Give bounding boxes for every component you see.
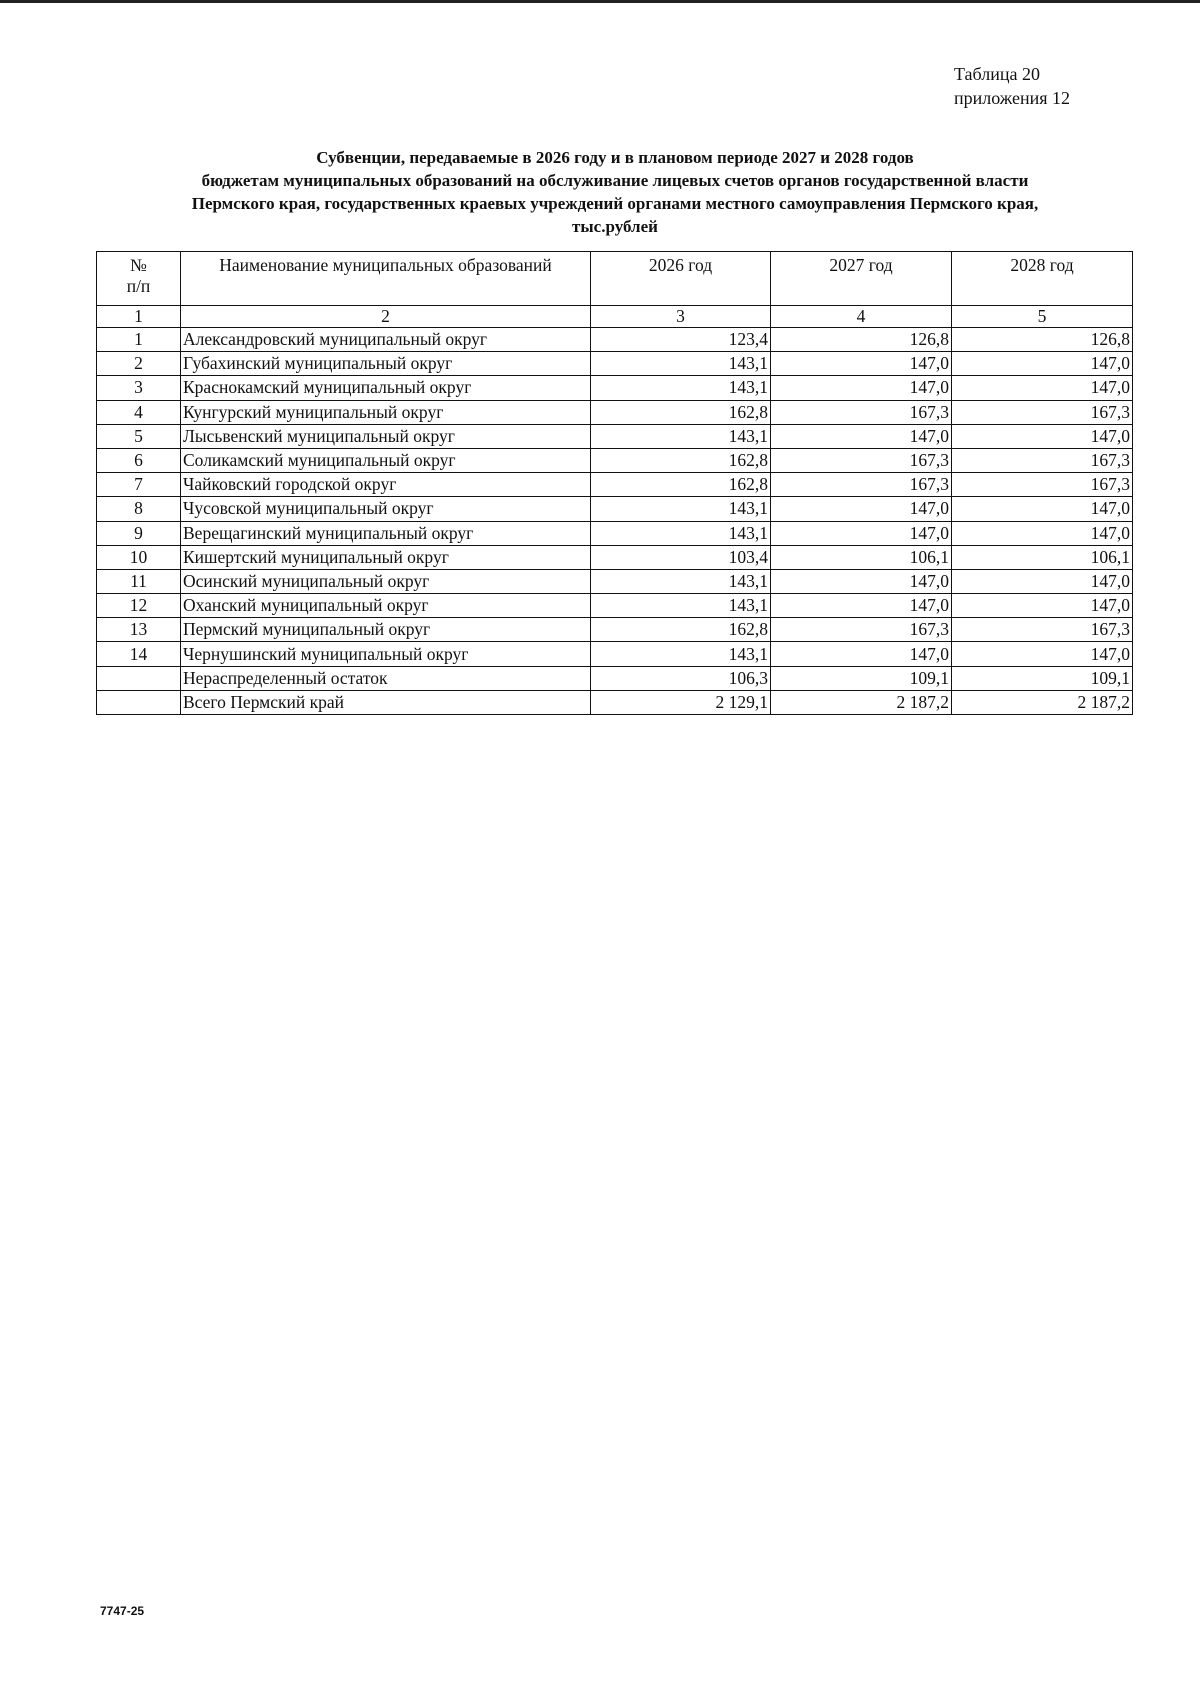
table-row (97, 521, 1133, 545)
column-number-1: 1 (97, 306, 181, 328)
value-2026: 143,1 (591, 521, 771, 545)
column-number-3: 3 (591, 306, 771, 328)
table-row (97, 569, 1133, 593)
value-2027: 147,0 (771, 642, 952, 666)
table-row (97, 473, 1133, 497)
municipality-name: Пермский муниципальный округ (181, 618, 591, 642)
value-2027: 147,0 (771, 497, 952, 521)
municipality-name: Чайковский городской округ (181, 473, 591, 497)
value-2026: 123,4 (591, 328, 771, 352)
value-2027: 167,3 (771, 400, 952, 424)
value-2026: 143,1 (591, 642, 771, 666)
value-2027: 109,1 (771, 666, 952, 690)
table-row (97, 618, 1133, 642)
row-number: 11 (97, 569, 181, 593)
value-2028: 167,3 (952, 618, 1133, 642)
row-number: 10 (97, 545, 181, 569)
value-2026: 162,8 (591, 618, 771, 642)
row-number: 6 (97, 448, 181, 472)
table-header-row (97, 252, 1133, 306)
document-code: 7747-25 (100, 1604, 145, 1618)
value-2027: 167,3 (771, 618, 952, 642)
row-number: 12 (97, 594, 181, 618)
value-2028: 2 187,2 (952, 690, 1133, 714)
title-line-2: бюджетам муниципальных образований на обслуживание лицевых счетов органов государственной власти (201, 171, 1029, 190)
header-year-2026: 2026 год (591, 252, 771, 306)
header-municipality-name: Наименование муниципальных образований (181, 252, 591, 306)
municipality-name: Осинский муниципальный округ (181, 569, 591, 593)
value-2026: 143,1 (591, 376, 771, 400)
appendix-reference: приложения 12 (954, 88, 1071, 108)
row-number (97, 666, 181, 690)
column-number-2: 2 (181, 306, 591, 328)
row-number: 5 (97, 424, 181, 448)
value-2028: 147,0 (952, 642, 1133, 666)
header-number-sign: № (130, 255, 147, 275)
value-2028: 126,8 (952, 328, 1133, 352)
row-number: 7 (97, 473, 181, 497)
municipality-name: Соликамский муниципальный округ (181, 448, 591, 472)
table-row (97, 376, 1133, 400)
value-2026: 143,1 (591, 497, 771, 521)
table-row (97, 497, 1133, 521)
table-row (97, 424, 1133, 448)
table-number: Таблица 20 (954, 64, 1040, 84)
municipality-name: Кунгурский муниципальный округ (181, 400, 591, 424)
value-2026: 143,1 (591, 352, 771, 376)
value-2028: 167,3 (952, 448, 1133, 472)
table-row (97, 400, 1133, 424)
municipality-name: Лысьвенский муниципальный округ (181, 424, 591, 448)
title-line-3: Пермского края, государственных краевых учреждений органами местного самоуправления Пермского края, (191, 194, 1039, 213)
column-number-5: 5 (952, 306, 1133, 328)
title-line-1: Субвенции, передаваемые в 2026 году и в плановом периоде 2027 и 2028 годов (316, 148, 914, 167)
value-2026: 143,1 (591, 569, 771, 593)
row-number: 9 (97, 521, 181, 545)
value-2027: 147,0 (771, 594, 952, 618)
value-2026: 162,8 (591, 400, 771, 424)
column-number-4: 4 (771, 306, 952, 328)
page-top-border (0, 0, 1200, 3)
value-2027: 106,1 (771, 545, 952, 569)
value-2027: 167,3 (771, 473, 952, 497)
municipality-name: Чусовской муниципальный округ (181, 497, 591, 521)
row-number: 3 (97, 376, 181, 400)
municipality-name: Оханский муниципальный округ (181, 594, 591, 618)
value-2026: 103,4 (591, 545, 771, 569)
value-2028: 147,0 (952, 376, 1133, 400)
table-row-unallocated (97, 666, 1133, 690)
value-2026: 143,1 (591, 424, 771, 448)
value-2028: 147,0 (952, 424, 1133, 448)
row-number (97, 690, 181, 714)
column-number-row (97, 306, 1133, 328)
value-2027: 147,0 (771, 352, 952, 376)
value-2028: 106,1 (952, 545, 1133, 569)
value-2028: 147,0 (952, 594, 1133, 618)
value-2027: 147,0 (771, 521, 952, 545)
row-number: 2 (97, 352, 181, 376)
value-2028: 147,0 (952, 521, 1133, 545)
value-2026: 143,1 (591, 594, 771, 618)
municipality-name: Кишертский муниципальный округ (181, 545, 591, 569)
value-2028: 147,0 (952, 569, 1133, 593)
table-reference (954, 62, 1070, 110)
value-2028: 167,3 (952, 400, 1133, 424)
municipality-name: Нераспределенный остаток (181, 666, 591, 690)
header-year-2028: 2028 год (952, 252, 1133, 306)
value-2026: 106,3 (591, 666, 771, 690)
row-number: 1 (97, 328, 181, 352)
value-2026: 2 129,1 (591, 690, 771, 714)
subventions-table (96, 251, 1133, 715)
municipality-name: Верещагинский муниципальный округ (181, 521, 591, 545)
document-title (120, 146, 1110, 238)
table-row (97, 448, 1133, 472)
table-row (97, 642, 1133, 666)
value-2027: 167,3 (771, 448, 952, 472)
value-2027: 2 187,2 (771, 690, 952, 714)
header-pp: п/п (126, 276, 151, 296)
row-number: 14 (97, 642, 181, 666)
table-row (97, 352, 1133, 376)
table-row (97, 328, 1133, 352)
header-year-2027: 2027 год (771, 252, 952, 306)
value-2028: 147,0 (952, 497, 1133, 521)
value-2027: 126,8 (771, 328, 952, 352)
value-2027: 147,0 (771, 569, 952, 593)
value-2026: 162,8 (591, 448, 771, 472)
value-2028: 109,1 (952, 666, 1133, 690)
value-2028: 147,0 (952, 352, 1133, 376)
municipality-name: Краснокамский муниципальный округ (181, 376, 591, 400)
title-units: тыс.рублей (572, 217, 658, 236)
municipality-name: Чернушинский муниципальный округ (181, 642, 591, 666)
table-row (97, 545, 1133, 569)
value-2027: 147,0 (771, 376, 952, 400)
header-row-number (97, 252, 181, 306)
municipality-name: Александровский муниципальный округ (181, 328, 591, 352)
row-number: 8 (97, 497, 181, 521)
row-number: 4 (97, 400, 181, 424)
row-number: 13 (97, 618, 181, 642)
municipality-name: Всего Пермский край (181, 690, 591, 714)
value-2026: 162,8 (591, 473, 771, 497)
value-2027: 147,0 (771, 424, 952, 448)
municipality-name: Губахинский муниципальный округ (181, 352, 591, 376)
table-row (97, 594, 1133, 618)
table-row-total (97, 690, 1133, 714)
value-2028: 167,3 (952, 473, 1133, 497)
